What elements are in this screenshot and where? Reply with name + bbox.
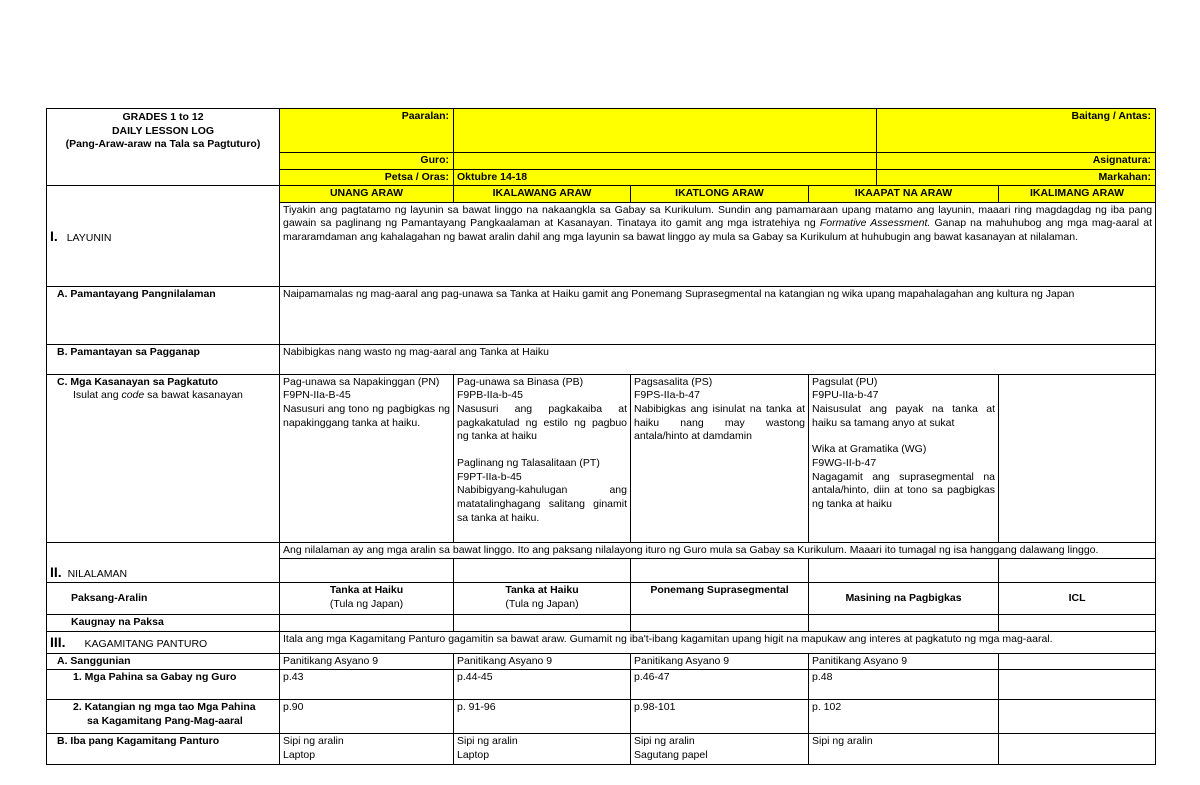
iba-d1-a: Sipi ng aralin: [283, 735, 344, 748]
day2-desc-1: Nasusuri ang pagkakaiba at pagkakatulad ng estilo ng pagbuo ng tanka at haiku: [457, 403, 627, 443]
day4-desc-2: Nagagamit ang suprasegmental na antala/hinto, diin at tono sa pagbigkas ng tanka at haiku: [812, 470, 996, 510]
iba-d3-a: Sipi ng aralin: [634, 735, 695, 748]
kasanayan-day-5: [999, 374, 1156, 542]
kasanayan-label-cell: [47, 374, 280, 542]
layunin-text-italic: Formative Assessment.: [819, 217, 931, 230]
kasanayan-day-1: [280, 374, 454, 542]
kasanayan-day-4: [809, 374, 999, 542]
baitang-label: Baitang / Antas:: [877, 109, 1156, 153]
day-header-3: IKATLONG ARAW: [631, 186, 809, 203]
katangian-day-4: p. 102: [809, 700, 999, 734]
kasanayan-day-2: [454, 374, 631, 542]
gabay-day-4: p.48: [809, 670, 999, 700]
petsa-value[interactable]: Oktubre 14-18: [454, 169, 877, 186]
layunin-text: [280, 202, 1156, 286]
day1-competency-1: Pag-unawa sa Napakinggan (PN): [283, 375, 440, 388]
katangian-label-2: sa Kagamitang Pang-Mag-aaral: [87, 715, 243, 728]
katangian-day-2: p. 91-96: [454, 700, 631, 734]
paksa-d1-sub: (Tula ng Japan): [329, 598, 404, 611]
layunin-text-b: Ganap na mahuhubog ang mga mag-aaral at mararamdaman ang kahalagahan ng bawat aralin dahil ang mga layunin sa bawat linggo ay mula sa Gabay sa Kurikulum at huhubugin ang bawat kasanayan at nilalaman.: [283, 217, 1153, 244]
spacer: [457, 444, 627, 457]
day2-desc-2: Nabibigyang-kahulugan ang matatalinghagang salitang ginamit sa tanka at haiku.: [457, 484, 627, 524]
katangian-label-1: 2. Katangian ng mga tao Mga Pahina: [73, 701, 256, 714]
iba-d3-b: Sagutang papel: [634, 749, 708, 762]
paksa-d2-sub: (Tula ng Japan): [505, 598, 579, 611]
iba-day-5: [999, 734, 1156, 764]
paksa-label: Paksang-Aralin: [47, 583, 280, 615]
sanggunian-day-1: Panitikang Asyano 9: [280, 653, 454, 670]
layunin-num: I.: [50, 227, 58, 244]
day1-code-1: F9PN-IIa-B-45: [283, 389, 351, 402]
kagamitan-cell: [47, 632, 280, 654]
katangian-day-3: p.98-101: [631, 700, 809, 734]
iba-d2-b: Laptop: [457, 749, 490, 762]
nilalaman-day-5: [999, 559, 1156, 583]
kagamitan-label: KAGAMITANG PANTURO: [84, 638, 208, 651]
kasanayan-sub-italic: code: [121, 389, 145, 402]
kaugnay-day-4: [809, 615, 999, 632]
nilalaman-label: NILALAMAN: [67, 567, 128, 580]
sanggunian-label: A. Sanggunian: [47, 653, 280, 670]
iba-d1-b: Laptop: [283, 749, 316, 762]
iba-day-1: [280, 734, 454, 764]
paksa-day-5: ICL: [999, 583, 1156, 615]
asignatura-label: Asignatura:: [877, 152, 1156, 169]
grades-title-block: [47, 109, 280, 186]
kasanayan-sublabel: [57, 389, 276, 403]
markahan-label: Markahan:: [877, 169, 1156, 186]
paksa-d1-title: Tanka at Haiku: [329, 584, 404, 597]
sanggunian-day-3: Panitikang Asyano 9: [631, 653, 809, 670]
iba-d4-a: Sipi ng aralin: [812, 735, 873, 748]
day-header-2: IKALAWANG ARAW: [454, 186, 631, 203]
kaugnay-day-3: [631, 615, 809, 632]
paksa-day-2: [454, 583, 631, 615]
paksa-day-3: Ponemang Suprasegmental: [631, 583, 809, 615]
kasanayan-day-3: [631, 374, 809, 542]
gabay-day-3: p.46-47: [631, 670, 809, 700]
kagamitan-num: III.: [50, 634, 66, 651]
title-line-1: GRADES 1 to 12: [122, 111, 204, 123]
nilalaman-day-1: [280, 559, 454, 583]
paaralan-value[interactable]: [454, 109, 877, 153]
layunin-label: LAYUNIN: [66, 231, 112, 244]
nilalaman-text: Ang nilalaman ay ang mga aralin sa bawat linggo. Ito ang paksang nilalayong ituro ng Guro mula sa Gabay sa Kurikulum. Maaari ito tumagal ng isa hanggang dalawang linggo.: [280, 542, 1156, 559]
kaugnay-day-5: [999, 615, 1156, 632]
day4-code-2: F9WG-II-b-47: [812, 457, 877, 470]
pangnilalaman-text: Naipamamalas ng mag-aaral ang pag-unawa sa Tanka at Haiku gamit ang Ponemang Suprasegmental na katangian ng wika upang mapahalagahan ang kultura ng Japan: [280, 286, 1156, 344]
kasanayan-label: C. Mga Kasanayan sa Pagkatuto: [57, 375, 219, 388]
day-header-4: IKAAPAT NA ARAW: [809, 186, 999, 203]
day4-code-1: F9PU-IIa-b-47: [812, 389, 879, 402]
lesson-table: [46, 108, 1156, 765]
day2-code-2: F9PT-IIa-b-45: [457, 470, 522, 483]
sanggunian-day-2: Panitikang Asyano 9: [454, 653, 631, 670]
paksa-day-1: [280, 583, 454, 615]
paksa-day-4: Masining na Pagbigkas: [809, 583, 999, 615]
title-line-3: (Pang-Araw-araw na Tala sa Pagtuturo): [65, 138, 261, 151]
iba-day-2: [454, 734, 631, 764]
gabay-day-2: p.44-45: [454, 670, 631, 700]
day2-code-1: F9PB-IIa-b-45: [457, 389, 523, 402]
kaugnay-day-2: [454, 615, 631, 632]
nilalaman-day-3: [631, 559, 809, 583]
title-line-2: DAILY LESSON LOG: [111, 124, 215, 137]
day2-competency-1: Pag-unawa sa Binasa (PB): [457, 375, 584, 388]
nilalaman-day-2: [454, 559, 631, 583]
pagganap-text: Nabibigkas nang wasto ng mag-aaral ang Tanka at Haiku: [280, 344, 1156, 374]
kasanayan-sub-a: Isulat ang: [73, 389, 122, 402]
nilalaman-cell: [47, 542, 280, 583]
iba-label: B. Iba pang Kagamitang Panturo: [47, 734, 280, 764]
gabay-day-1: p.43: [280, 670, 454, 700]
day-header-5: IKALIMANG ARAW: [999, 186, 1156, 203]
day2-competency-2: Paglinang ng Talasalitaan (PT): [457, 457, 600, 470]
katangian-day-1: p.90: [280, 700, 454, 734]
spacer: [812, 430, 995, 443]
kaugnay-label: Kaugnay na Paksa: [47, 615, 280, 632]
iba-d2-a: Sipi ng aralin: [457, 735, 518, 748]
layunin-cell: [47, 186, 280, 287]
day1-desc-1: Nasusuri ang tono ng pagbigkas ng napakinggang tanka at haiku.: [283, 403, 450, 429]
sanggunian-day-5: [999, 653, 1156, 670]
guro-value[interactable]: [454, 152, 877, 169]
day4-desc-1: Naisusulat ang payak na tanka at haiku sa tamang anyo at sukat: [812, 403, 996, 429]
day4-competency-1: Pagsulat (PU): [812, 375, 878, 388]
iba-day-3: [631, 734, 809, 764]
guro-label: Guro:: [280, 152, 454, 169]
pagganap-label: B. Pamantayan sa Pagganap: [47, 344, 280, 374]
day4-competency-2: Wika at Gramatika (WG): [812, 443, 927, 456]
day3-code-1: F9PS-IIa-b-47: [634, 389, 700, 402]
layunin-text-a: Tiyakin ang pagtatamo ng layunin sa bawat linggo na nakaangkla sa Gabay sa Kurikulum. Sundin ang pamamaraan upang matamo ang layunin, maaari ring magdagdag ng iba pang gawain sa paglinang ng Pamantayang Pangkaalaman at Kasanayan. Tinataya ito gamit ang mga istratehiya ng: [283, 203, 1153, 230]
gabay-day-5: [999, 670, 1156, 700]
paaralan-label: Paaralan:: [280, 109, 454, 153]
day3-desc-1: Nabibigkas ang isinulat na tanka at haiku nang may wastong antala/hinto at damdamin: [634, 403, 805, 443]
nilalaman-day-4: [809, 559, 999, 583]
kagamitan-text: Itala ang mga Kagamitang Panturo gagamitin sa bawat araw. Gumamit ng iba't-ibang kagamitan upang higit na mapukaw ang interes at pagkatuto ng mga mag-aaral.: [280, 632, 1156, 654]
nilalaman-num: II.: [50, 563, 62, 580]
petsa-label: Petsa / Oras:: [280, 169, 454, 186]
gabay-label: 1. Mga Pahina sa Gabay ng Guro: [47, 670, 280, 700]
day3-competency-1: Pagsasalita (PS): [634, 375, 713, 388]
katangian-day-5: [999, 700, 1156, 734]
iba-day-4: [809, 734, 999, 764]
sanggunian-day-4: Panitikang Asyano 9: [809, 653, 999, 670]
katangian-label-cell: [47, 700, 280, 734]
paksa-d2-title: Tanka at Haiku: [505, 584, 579, 597]
pangnilalaman-label: A. Pamantayang Pangnilalaman: [47, 286, 280, 344]
daily-lesson-log-body: [46, 108, 1155, 765]
kaugnay-day-1: [280, 615, 454, 632]
kasanayan-sub-b: sa bawat kasanayan: [144, 389, 243, 402]
day-header-1: UNANG ARAW: [280, 186, 454, 203]
